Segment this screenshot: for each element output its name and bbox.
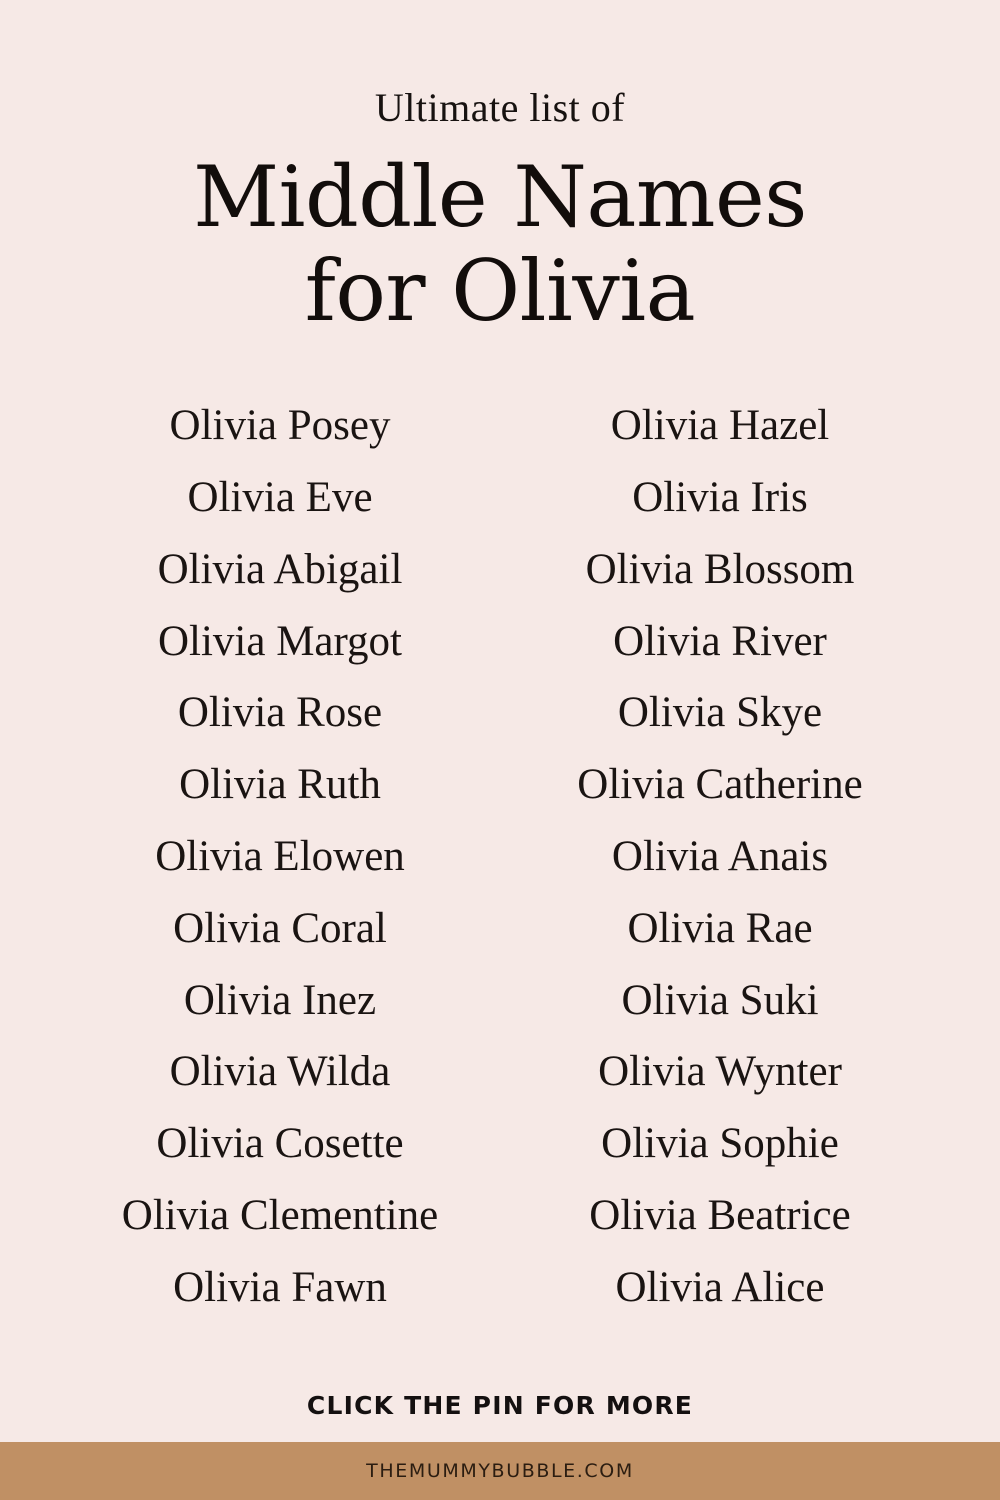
list-item: Olivia Elowen [155,832,405,880]
list-item: Olivia Suki [621,976,819,1024]
list-item: Olivia Eve [187,473,373,521]
title-line-2: for Olivia [304,242,696,341]
footer-bar [0,1442,1000,1500]
page-title [0,148,1000,341]
list-item: Olivia Clementine [121,1191,439,1239]
list-item: Olivia Blossom [585,545,855,593]
names-lists [0,338,1000,1391]
list-item: Olivia Alice [615,1263,825,1311]
cta-text: CLICK THE PIN FOR MORE [306,1391,694,1420]
list-item: Olivia Posey [169,402,391,450]
list-item: Olivia Cosette [156,1120,404,1168]
list-item: Olivia Fawn [173,1263,387,1311]
list-item: Olivia Rae [627,904,813,952]
list-item: Olivia Coral [173,904,387,952]
list-item: Olivia Ruth [179,761,381,809]
list-item: Olivia Iris [632,473,808,521]
title-line-1: Middle Names [193,148,807,246]
list-item: Olivia Wynter [598,1048,842,1096]
header [0,0,1000,341]
names-column-right [500,390,940,1391]
eyebrow-text: Ultimate list of [374,85,626,130]
list-item: Olivia Wilda [169,1048,391,1096]
list-item: Olivia Anais [611,832,829,880]
list-item: Olivia Abigail [157,545,403,593]
list-item: Olivia Skye [617,689,823,737]
list-item: Olivia River [613,617,827,665]
list-item: Olivia Margot [157,617,403,665]
site-url: THEMUMMYBUBBLE.COM [366,1460,634,1482]
list-item: Olivia Catherine [577,761,863,809]
list-item: Olivia Rose [177,689,383,737]
list-item: Olivia Hazel [610,402,830,450]
names-column-left [60,390,500,1391]
call-to-action [0,1391,1000,1442]
list-item: Olivia Beatrice [589,1191,851,1239]
list-item: Olivia Inez [183,976,377,1024]
list-item: Olivia Sophie [601,1120,839,1168]
